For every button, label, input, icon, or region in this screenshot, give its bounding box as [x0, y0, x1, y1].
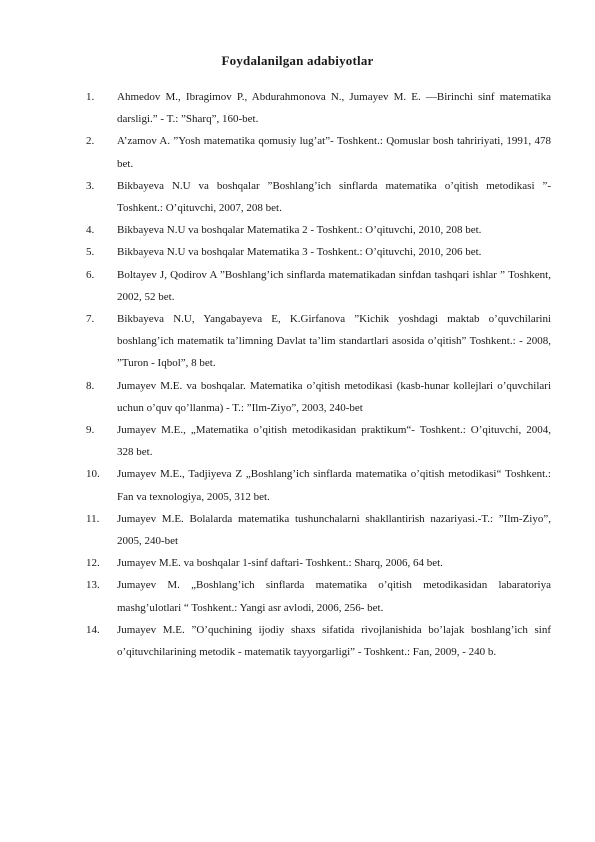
- reference-text: Jumayev M.E., „Matematika o’qitish metodikasidan praktikum“- Toshkent.: O’qituvchi, 2004, 328 bet.: [117, 424, 551, 459]
- reference-number: 10.: [86, 468, 100, 481]
- reference-number: 4.: [86, 224, 95, 237]
- reference-text: Bikbayeva N.U va boshqalar ”Boshlang’ich sinflarda matematika o’qitish metodikasi ”- Toshkent.: O’qituvchi, 2007, 208 bet.: [117, 179, 551, 215]
- reference-item: [86, 419, 551, 463]
- reference-number: 13.: [86, 579, 100, 592]
- reference-number: 6.: [86, 268, 95, 281]
- reference-number: 9.: [86, 424, 95, 437]
- reference-item: [86, 219, 551, 241]
- reference-item: [86, 463, 551, 507]
- reference-text: Jumayev M.E. ”O’quchining ijodiy shaxs sifatida rivojlanishida bo’lajak boshlang’ich sinf o’qituvchilarining metodik - matematik tayyorgarligi” - Toshkent.: Fan, 2009, - 240 b.: [117, 623, 551, 659]
- reference-number: 2.: [86, 135, 95, 148]
- reference-text: Jumayev M. „Boshlang’ich sinflarda matematika o’qitish metodikasidan labaratoriya mashg’ulotlari “ Toshkent.: Yangi asr avlodi, 2006, 256- bet.: [117, 579, 551, 614]
- reference-text: Jumayev M.E. Bolalarda matematika tushunchalarni shakllantirish nazariyasi.-T.: ”Ilm-Ziyo”, 2005, 240-bet: [117, 512, 551, 548]
- reference-text: Ahmedov M., Ibragimov P., Abdurahmonova N., Jumayev M. E. ―Birinchi sinf matematika darsligi.” - T.: ”Sharq”, 160-bet.: [117, 91, 551, 126]
- reference-text: A’zamov A. ”Yosh matematika qomusiy lug’at”- Toshkent.: Qomuslar bosh tahririyati, 1991, 478 bet.: [117, 135, 551, 170]
- reference-item: [86, 86, 551, 130]
- reference-item: [86, 308, 551, 375]
- reference-text: Bikbayeva N.U va boshqalar Matematika 3 - Toshkent.: O’qituvchi, 2010, 206 bet.: [117, 246, 482, 259]
- reference-text: Boltayev J, Qodirov A ”Boshlang’ich sinflarda matematikadan sinfdan tashqari ishlar ” Toshkent, 2002, 52 bet.: [117, 268, 551, 303]
- reference-text: Bikbayeva N.U, Yangabayeva E, K.Girfanova ”Kichik yoshdagi maktab o’quvchilarini boshlang’ich matematik ta’limning Davlat ta’lim standartlari asosida o’qitish” Toshkent.: - 2008, ”Turon - Iqbol”, 8 bet.: [117, 313, 551, 370]
- reference-number: 12.: [86, 557, 100, 570]
- reference-item: [86, 552, 551, 574]
- reference-number: 11.: [86, 512, 100, 525]
- reference-item: [86, 508, 551, 552]
- reference-number: 8.: [86, 379, 95, 392]
- reference-text: Bikbayeva N.U va boshqalar Matematika 2 - Toshkent.: O’qituvchi, 2010, 208 bet.: [117, 224, 482, 237]
- reference-item: [86, 619, 551, 663]
- reference-number: 3.: [86, 179, 95, 192]
- reference-text: Jumayev M.E. va boshqalar 1-sinf daftari- Toshkent.: Sharq, 2006, 64 bet.: [117, 557, 443, 570]
- reference-item: [86, 175, 551, 219]
- reference-number: 14.: [86, 623, 100, 636]
- reference-item: [86, 375, 551, 419]
- page-title: Foydalanilgan adabiyotlar: [221, 53, 374, 68]
- reference-item: [86, 241, 551, 263]
- reference-item: [86, 130, 551, 174]
- reference-item: [86, 264, 551, 308]
- reference-number: 7.: [86, 313, 95, 326]
- reference-number: 1.: [86, 91, 95, 103]
- reference-text: Jumayev M.E., Tadjiyeva Z „Boshlang’ich sinflarda matematika o’qitish metodikasi“ Toshkent.: Fan va texnologiya, 2005, 312 bet.: [117, 468, 551, 503]
- reference-number: 5.: [86, 246, 95, 259]
- reference-item: [86, 574, 551, 618]
- reference-list: [86, 86, 551, 663]
- reference-text: Jumayev M.E. va boshqalar. Matematika o’qitish metodikasi (kasb-hunar kollejlari o’quvchilari uchun o’quv qo’llanma) - T.: ”Ilm-Ziyo”, 2003, 240-bet: [117, 379, 551, 414]
